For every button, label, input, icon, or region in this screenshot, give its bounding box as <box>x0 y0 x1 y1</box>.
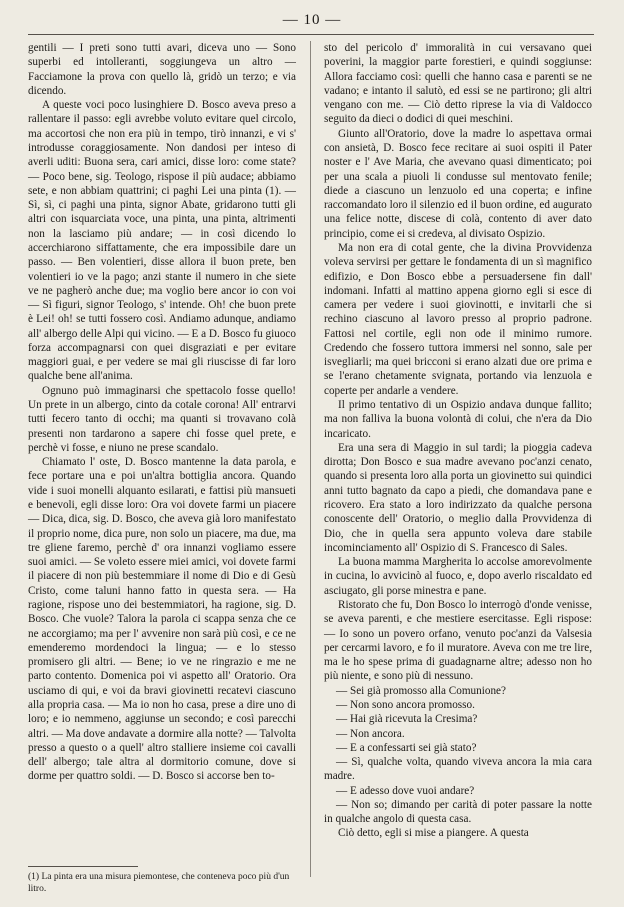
paragraph: Chiamato l' oste, D. Bosco mantenne la data parola, e fece portare una e poi un'altra bottiglia ancora. Quando vide i suoi monelli alquanto esilarati, e fattisi più mansueti e benevoli, egli disse loro: Ora voi dovete farmi un piacere — Dica, dica, sig. D. Bosco, che aveva già loro manifestato il proprio nome, dica pure, non solo un piacere, ma due, ma tre gliene faremo, perchè d' ora innanzi vogliamo essere suoi amici. — Se voleto essere miei amici, voi dovete farmi il piacere di non più bestemmiare il nome di Dio e di Gesù Cristo, come taluni hanno fatto in questa sera. — Ha ragione, rispose uno dei bestemmiatori, ha ragione, sig. D. Bosco. Che vuole? Talora la parola ci scappa senza che ce ne accorgiamo; ma per l' avvenire non sarà più così, e ce ne emenderemo mordendoci la lingua; — e lo stesso promisero gli altri. — Bene; io ve ne ringrazio e me ne parto contento. Domenica poi vi aspetto all' Oratorio. Ora usciamo di qui, e voi da bravi giovinetti recatevi ciascuno alla propria casa. — Ma io non ho casa, prese a dire uno di loro; e io nemmeno, aggiunse un secondo; e così parecchi altri. — Ma dove andavate a dormire alla notte? — Talvolta presso a questo o a quell' altro stalliere insieme coi cavalli dell' albergo; tale altra al dormitorio comune, dove si dorme per quattro soldi. — D. Bosco si accorse ben to- <box>28 456 296 783</box>
paragraph: A queste voci poco lusinghiere D. Bosco aveva preso a rallentare il passo: egli avrebbe voluto evitare quel circolo, ma accortosi che non era più in tempo, tirò innanzi, e vi s' introdusse coraggiosamente. Non dandosi per inteso di averli uditi: Buona sera, cari amici, disse loro: come state? — Poco bene, sig. Teologo, rispose il più audace; abbiamo sete, e non abbiam quattrini; ci paghi Lei una pinta (1). — Sì, sì, ci paghi una pinta, signor Abate, gridarono tutti gli altri con isquarciata voce, una pinta, una pinta, altrimenti non la lasciamo più andare; — in così dicendo lo accerchiarono siffattamente, che era impossibile dare un passo. — Ben volentieri, disse allora il buon prete, ben volentieri io ve la pago; anzi stante il numero in che siete ve ne pagherò anche due; ma voglio bere ancor io con voi — Sì figuri, signor Teologo, s' intende. Oh! che buon prete è Lei! oh! se tutti fossero così. Andiamo adunque, andiamo all' albergo delle Alpi qui vicino. — E a D. Bosco fu giuoco forza accompagnarsi con quei disgraziati e per evitare maggiori guai, e per vedere se mai gli riuscisse di far loro qualche bene all'anima. <box>28 99 296 383</box>
dialogue-line: — Non ancora. <box>336 727 405 740</box>
right-column <box>324 41 592 841</box>
dialogue-line: — E adesso dove vuoi andare? <box>336 784 475 797</box>
dialogue-line: — Non sono ancora promosso. <box>336 698 475 711</box>
dialogue-line: — Sì, qualche volta, quando viveva ancora la mia cara madre. <box>324 756 592 783</box>
dialogue-line: — Non so; dimando per carità di poter passare la notte in qualche angolo di questa casa. <box>324 798 592 826</box>
paragraph: Giunto all'Oratorio, dove la madre lo aspettava ormai con ansietà, D. Bosco fece recitare ai suoi ospiti il Pater noster e l' Ave Maria, che avevano quasi dimenticato; poi per una scala a piuoli li condusse sul mentovato fenile; diede a ciascuno un lenzuolo ed una coperta; e infine raccomandato loro il silenzio ed il buon ordine, ed augurato una felice notte, discese di colà, contento di aver dato principio, come ei si credeva, al divisato Ospizio. <box>324 127 592 240</box>
paragraph: Ma non era di cotal gente, che la divina Provvidenza voleva servirsi per gettare le fondamenta di un sì magnifico edifizio, e Don Bosco ebbe a persuadersene fin dall' indomani. Infatti al mattino appena giorno egli si esce di camera per vedere i suoi giovinotti, e invitarli che si rechino ciascuno al lavoro presso al proprio padrone. Fattosi nel cortile, egli non ode il minimo rumore. Credendo che fossero tuttora immersi nel sonno, sale per isvegliarli; ma quei bricconi si erano alzati due ore prima e se l'erano chetamente svignata, portando via lenzuola e coperte per andarle a vendere. <box>324 241 592 397</box>
header-rule <box>28 34 594 35</box>
paragraph: sto del pericolo d' immoralità in cui versavano quei poverini, la maggior parte forestieri, e quindi soggiunse: Allora facciamo così: quelli che hanno casa e parenti se ne vadano; e intanto il salutò, ed essi se ne partirono; gli altri vengano con me. — Ciò detto riprese la via di Valdocco seguito da dieci o dodici di quei meschini. <box>324 42 592 126</box>
paragraph: Ognuno può immaginarsi che spettacolo fosse quello! Un prete in un albergo, cinto da cotale corona! All' entrarvi tutti fecero tanto di occhi; ma quanti si trovavano colà presenti non tardarono a sapere chi fosse quel prete, e perchè vi fosse, e niuno ne prese scandalo. <box>28 384 296 454</box>
page-number: — 10 — <box>282 12 342 28</box>
paragraph: gentili — I preti sono tutti avari, diceva uno — Sono superbi ed intolleranti, soggiungeva un altro — Facciamone la prova con quello là, gridò un terzo; e via dicendo. <box>28 42 296 97</box>
paragraph: Era una sera di Maggio in sul tardi; la pioggia cadeva dirotta; Don Bosco e sua madre avevano poc'anzi cenato, quando si presenta loro alla porta un giovinetto sui quindici anni tutto bagnato da capo a piedi, che domandava pane e ricovero. Era stato a loro indirizzato da qualche persona conoscente dell' Oratorio, o meglio dalla Provvidenza di Dio, che in quella sera appunto voleva dare stabile incominciamento all' Ospizio di S. Francesco di Sales. <box>324 441 592 554</box>
column-divider <box>310 41 311 877</box>
footnote: (1) La pinta era una misura piemontese, che conteneva poco più d'un litro. <box>28 872 290 894</box>
paragraph: Il primo tentativo di un Ospizio andava dunque fallito; ma non falliva la buona volontà di colui, che n'era da Dio incaricato. <box>324 399 592 440</box>
paragraph: La buona mamma Margherita lo accolse amorevolmente in cucina, lo avvicinò al fuoco, e, dopo averlo riscaldato ed asciugato, gli porse minestra e pane. <box>324 556 592 597</box>
footnote-rule <box>28 866 138 867</box>
paragraph: Ristorato che fu, Don Bosco lo interrogò d'onde venisse, se aveva parenti, e che mestiere esercitasse. Egli rispose: — Io sono un povero orfano, venuto poc'anzi da Valsesia per cercarmi lavoro, e fo il muratore. Aveva con me tre lire, ma le ho spese prima di guadagnarne altre; adesso non ho più niente, e sono più di nessuno. <box>324 598 592 683</box>
dialogue-line: — Hai già ricevuta la Cresima? <box>336 713 478 726</box>
dialogue-line: — Sei già promosso alla Comunione? <box>336 684 506 697</box>
paragraph: Ciò detto, egli si mise a piangere. A questa <box>338 827 529 840</box>
dialogue-line: — E a confessarti sei già stato? <box>336 741 477 754</box>
left-column <box>28 41 296 784</box>
